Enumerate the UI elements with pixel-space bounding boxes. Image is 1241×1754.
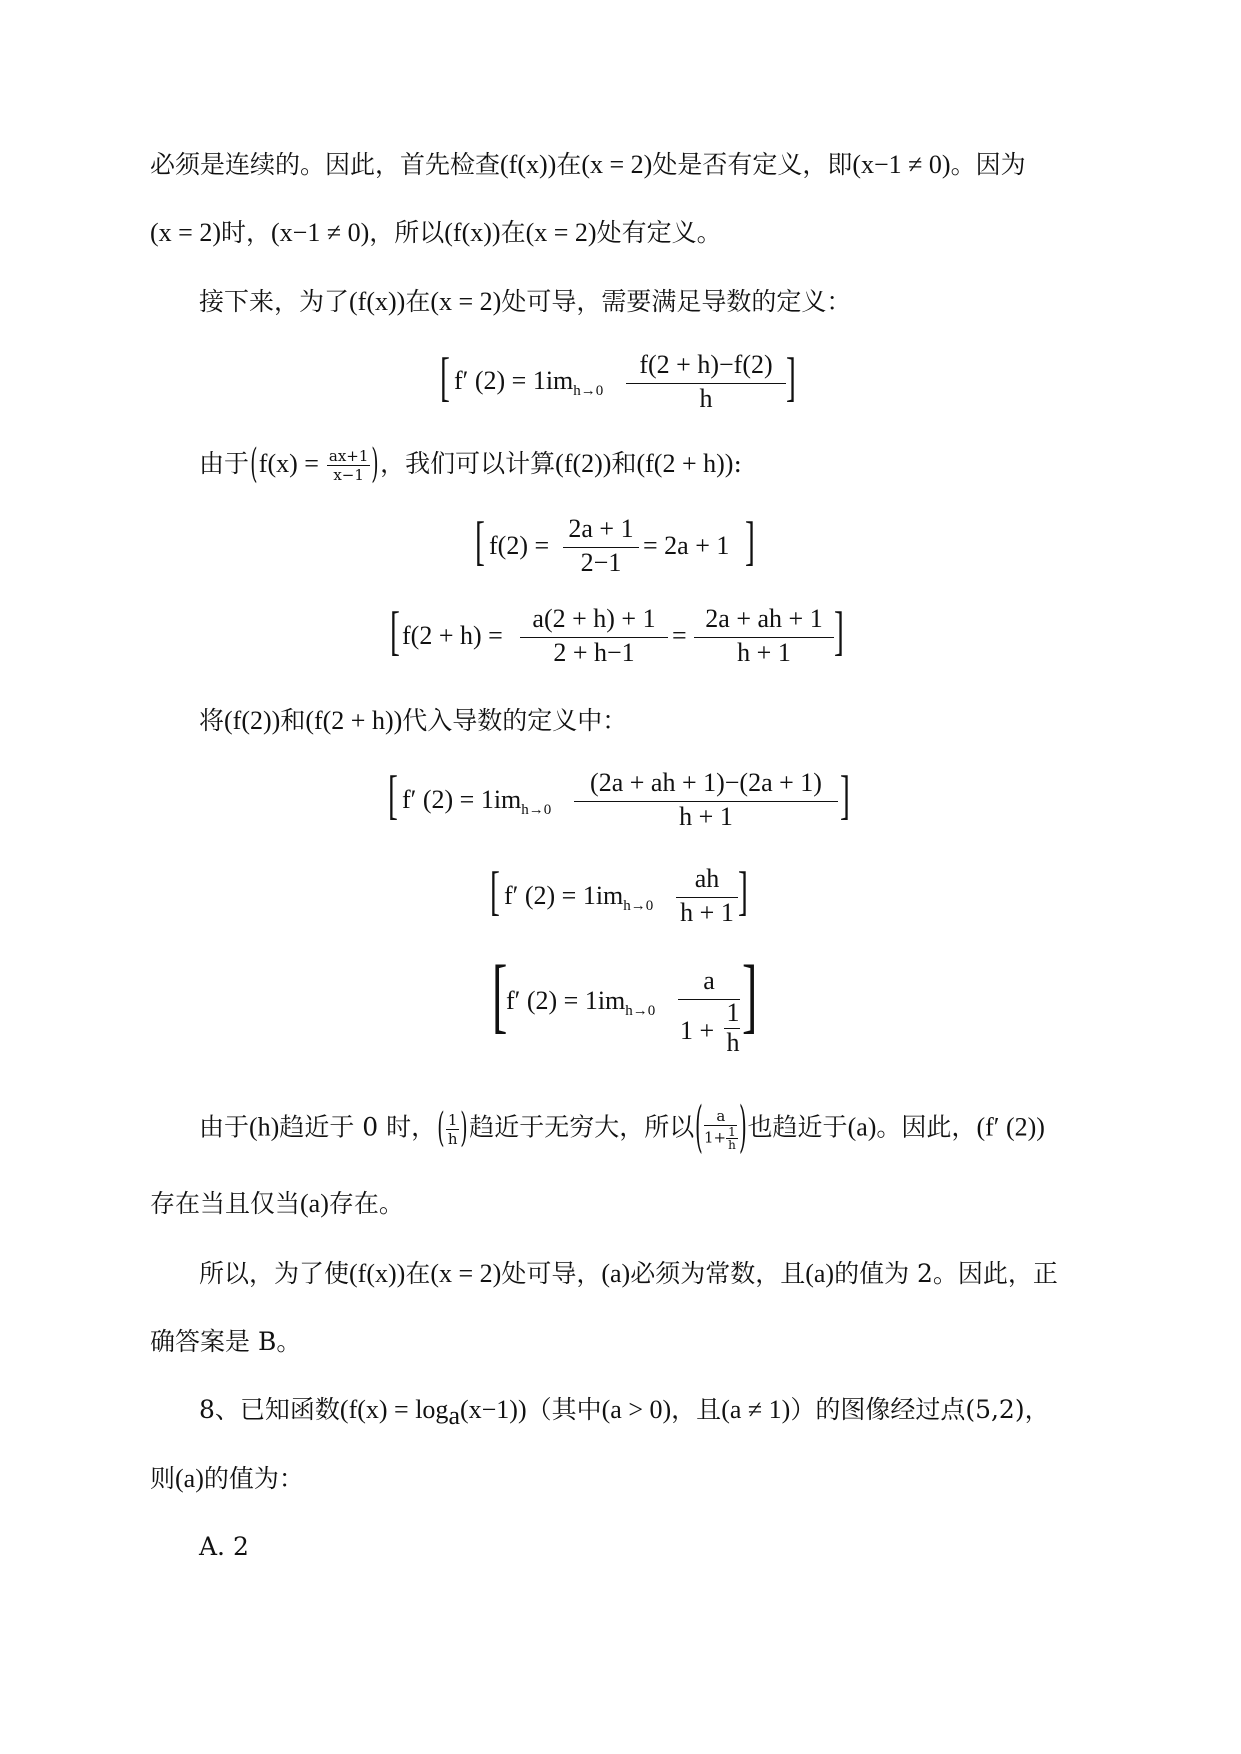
fraction-numerator: 1 [447,1110,458,1129]
math-inline: (x−1 ≠ 0) [271,218,370,247]
right-bracket: ] [742,949,758,1042]
fraction-numerator: 2a + 1 [568,514,634,543]
math-inline: (f(x)) [349,1259,406,1288]
equation-rhs: = 2a + 1 [643,531,730,560]
fraction-denominator: h [699,384,713,413]
text: 。因为 [950,150,1026,179]
fraction-denominator: 1 + [680,1016,715,1045]
text: 必须是连续的。因此，首先检查 [150,150,501,179]
right-paren: ) [738,1094,747,1159]
fraction-numerator: (2a + ah + 1)−(2a + 1) [590,768,822,797]
text: 的值为 2。因此，正 [834,1259,1058,1288]
paragraph-line [199,1259,1058,1289]
text: 存在当且仅当 [150,1189,301,1218]
text: ）的图像经过点(5,2)， [790,1395,1050,1424]
text: 确答案是 B。 [150,1327,302,1356]
equation-derivative-definition [440,347,800,413]
log-base: a [448,1401,460,1430]
text: ，我们可以计算 [380,449,556,478]
paragraph-line [150,218,722,248]
equation-simplified [490,861,760,927]
text: ，所以 [369,218,445,247]
text: 在 [556,150,582,179]
equation-lhs: f′ (2) = 1im [402,785,522,814]
limit-subscript: h→0 [625,1003,656,1020]
text: （其中 [526,1395,602,1424]
text: 的值为： [203,1464,304,1493]
math-inline: (x−1 ≠ 0) [852,150,951,179]
equation-lhs: f′ (2) = 1im [506,986,626,1015]
fraction-numerator: f(2 + h)−f(2) [639,350,773,379]
left-paren: ( [437,1103,445,1150]
text: 处是否有定义，即 [652,150,853,179]
limit-subscript: h→0 [521,802,552,819]
text: 则 [150,1464,176,1493]
left-bracket: [ [475,511,485,571]
text: ，且 [671,1395,722,1424]
equation-substitution [388,765,858,831]
math-inline: (f(x)) [349,287,406,316]
fraction-denominator: h + 1 [679,802,733,831]
math-inline: (h) [249,1112,280,1142]
math-inline: (f(2 + h)) [636,449,734,478]
text: 由于 [199,449,250,478]
paragraph-line [199,440,742,487]
math-inline: (f(2)) [555,449,612,478]
fraction-denominator: h + 1 [737,638,791,667]
paragraph-line [150,1189,404,1219]
inline-fraction [446,1111,460,1148]
text: 也趋近于 [747,1112,848,1142]
inline-fraction [327,447,371,484]
equation-lhs: f(2 + h) = [402,621,503,650]
math-inline: (a) [805,1259,835,1288]
left-bracket: [ [388,765,398,825]
right-paren: ) [371,440,379,487]
limit-subscript: h→0 [623,898,654,915]
equals-sign: = [672,621,687,650]
option-a [199,1532,249,1562]
text: 时， [220,218,271,247]
math-inline: (x−1)) [459,1395,527,1424]
fraction-numerator: a(2 + h) + 1 [532,604,656,633]
math-inline: (f(2 + h)) [305,706,403,735]
equation-lhs: f′ (2) = 1im [454,366,574,395]
right-bracket: ] [840,765,850,825]
right-bracket: ] [745,511,755,571]
text: 所以，为了使 [199,1259,350,1288]
math-inline: (a) [175,1464,204,1493]
equation-lhs: f′ (2) = 1im [504,881,624,910]
nested-numerator: 1 [728,1125,736,1139]
paragraph-line [199,1094,1045,1159]
fraction-denominator: x−1 [333,466,364,484]
text: 和 [280,706,306,735]
inline-fraction [704,1107,738,1151]
math-inline: (f(x)) [500,150,557,179]
equation-lhs: f(2) = [489,531,550,560]
question-8-line [150,1464,304,1494]
paragraph-line [199,287,851,317]
math-inline: (x = 2) [430,287,502,316]
fraction-numerator: ax+1 [328,447,369,465]
text: 将 [199,706,225,735]
math-inline: (x = 2) [430,1259,502,1288]
math-inline: (f(x)) [444,218,501,247]
right-paren: ) [460,1103,469,1150]
text: 8、已知函数 [199,1395,340,1424]
fraction-denominator: 2−1 [580,548,622,577]
equation-f2 [475,511,775,577]
text: 必须为常数，且 [630,1259,806,1288]
fraction-numerator: a [704,1107,737,1126]
math-inline: (a) [601,1259,631,1288]
nested-denominator: h [726,1028,740,1057]
math-inline: (f(x) = log [339,1395,449,1424]
text: 。因此， [876,1112,977,1142]
left-bracket: [ [390,601,400,661]
text: 趋近于 0 时， [279,1112,437,1142]
fraction-denominator: 1+ [704,1128,727,1147]
text: 在 [405,1259,431,1288]
left-bracket: [ [440,347,450,407]
math-inline: (a) [847,1112,877,1142]
left-bracket: [ [490,861,500,921]
right-bracket: ] [834,601,844,661]
math-inline: f(x) = [258,449,319,478]
fraction-numerator: 2a + ah + 1 [705,604,823,633]
paragraph-line [199,706,627,736]
text: 在 [405,287,431,316]
text: 处可导，需要满足导数的定义： [501,287,852,316]
text: 由于 [199,1112,250,1142]
math-inline: (x = 2) [150,218,221,247]
fraction-numerator: ah [694,864,720,893]
math-inline: (f(2)) [224,706,281,735]
nested-denominator: h [728,1138,736,1152]
paragraph-line [150,1327,301,1357]
question-8-line [199,1395,1050,1431]
math-inline: (f′ (2)) [976,1112,1045,1142]
equation-final-form [492,949,762,1057]
left-bracket: [ [492,949,508,1042]
paragraph-line [150,150,1026,180]
right-bracket: ] [738,861,748,921]
text: 趋近于无穷大，所以 [469,1112,695,1142]
math-inline: (a > 0) [601,1395,672,1424]
text: 处可导， [501,1259,602,1288]
math-inline: (x = 2) [525,218,597,247]
math-inline: (x = 2) [581,150,653,179]
limit-subscript: h→0 [573,383,604,400]
fraction-numerator: a [703,966,715,995]
text: 和 [611,449,637,478]
right-bracket: ] [786,347,796,407]
text: 存在。 [328,1189,404,1218]
fraction-denominator: h + 1 [680,898,734,927]
option-a-label: A. 2 [199,1532,249,1561]
left-paren: ( [695,1094,704,1159]
left-paren: ( [250,440,258,487]
math-inline: (a) [300,1189,329,1218]
text: 接下来，为了 [199,287,350,316]
math-inline: (a ≠ 1) [721,1395,791,1424]
text: 代入导数的定义中： [402,706,628,735]
nested-numerator: 1 [726,998,740,1027]
equation-f2h [390,601,850,667]
nested-fraction [726,1126,738,1151]
text: 在 [500,218,526,247]
fraction-denominator: 2 + h−1 [553,638,635,667]
text: 处有定义。 [596,218,722,247]
text: : [733,449,742,478]
fraction-denominator: h [447,1129,458,1148]
